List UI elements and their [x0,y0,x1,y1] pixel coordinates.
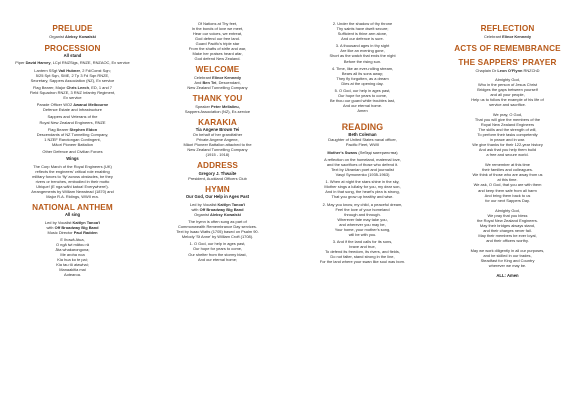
karakia-heading: KARAKIA [198,117,237,127]
prayer-paragraph-4: Almighty God, We pray that you bless the Royal New Zealand Engineers. May their bridges always stand, and their charges never fail. May their members be ever loyal, and their officers worthy. [477,207,538,243]
procession-heading: PROCESSION [44,43,101,53]
prayer-paragraph-3: We remember at this time their families and colleagues. We think of those who are away from us at this time. We ask, O God, that you are with them and keep them safe from all harm And bring them back to us for our next Sappers Day. [472,162,543,203]
prayer-chaplain: Chaplain Dr Leon O'Flynn RNZChD [475,67,540,73]
parade-officer-credit: Parade Officer WO2 Awanui Melbourne Defence Estate and Infrastructure [36,102,109,113]
hymn-verse-3: 3. A thousand ages in thy sight Are like an evening gone, Short as the watch that ends the night Before the rising sun. [329,43,396,64]
hymn-heading: HYMN [205,184,230,194]
lantern-credit: Lantern SSgt Vail Hubner, 2 Fd/Const Sqn; 5/25 Spt Sqn, SME, 2 Tp 3 Fd Sqn RNZE, Secretary, Sappers Association (NZ), Ex service [30,67,115,83]
anthem-lyrics: E Ihowā Atua, O ngā iwi mātou rā Āta whakarongona; Me aroha noa Kia hua ko te pai; Kia tau tō atawhai; Manaakitia mai Aotearoa. [55,236,90,278]
reader-name: Beth Coleman [348,132,377,138]
hymn-credits: Led by Vocalist Kaitlyn Tanoa'i with Off Broadway Big Band Organist Aleksy Kowalski [189,201,246,217]
thanks-credits: Speaker Peter Mellalieu, Sappers Association (NZ), Ex-service [184,103,251,114]
address-speaker: Gregory J. Thwaite [198,170,237,176]
flag-bearer-2-credit: Flag Bearer Stephen Eldon Descendants of NZ Tunnelling Company, 1 NZEF Rarotongan Contingent, Māori Pioneer Battalion [36,126,109,147]
anthem-heading: NATIONAL ANTHEM [32,202,113,212]
reading-heading: READING [341,122,384,133]
thanks-heading: THANK YOU [192,94,243,104]
anthem-instruction: All sing [64,212,81,218]
sappers-group: Sappers and Veterans of the Royal New Zealand Engineers, RNZE [39,114,106,125]
address-heading: ADDRESS [196,161,239,171]
anthem-credits: Led by Vocalist Kaitlyn Tanoa'i with Off Broadway Big Band Music Director Paul Radden [44,219,101,235]
prelude-organist: Organist Aleksy Kowalski [49,33,96,39]
hymn-note: The hymn is often sung as part of Commonwealth Remembrance Day services. Text by Isaac Watts (1705) based on Psalm 90. Melody 'St Anne' by William Croft (1708). [176,219,259,240]
piper-credit: Piper David Harvey, LCpl RNZSigs, RNZE, RNZAOC, Ex service [15,60,130,66]
hymn-verse-5: 5. O God, our help in ages past, Our hope for years to come, Be thou our guard while troubles last, And our eternal home. Amen [329,88,395,114]
procession-instruction: All stand [63,53,82,59]
reflection-heading: REFLECTION [480,24,535,33]
prayer-paragraph-5: May we work diligently in all our purposes, and be skilled in our trades, Steadfast for King and Country wherever we may be. [470,248,545,269]
flag-bearer-credit: Flag Bearer, Major Chris Leech, ED, 1 and 7 Field Squadron RNZE, 3 RNZ Infantry Regiment, Ex service [29,84,116,100]
prayer-paragraph-2: We pray, O God, That you will give the members of the Royal New Zealand Engineers The skills and the strength of will, To perform their tasks competently in peace and in war. We give thanks for their 122-year history And ask that you help them build a free and secure world. [472,111,543,158]
reader-details: Daughter of United States naval officer, Pacific Fleet, WWII [328,137,397,148]
prayer-amen: ALL: Amen [496,273,519,279]
welcome-credits: Celebrant Elinor Kennedy And Ben Tei, Descendant, New Zealand Tunnelling Company [187,74,248,90]
prayer-paragraph-1: Almighty God, Who in the person of Jesus Christ Bridges the gaps between yourself and all your people, Help us to follow the example of his life of service and sacrifice. [471,76,544,107]
address-role: President, Auckland Officers Club [188,175,247,181]
karakia-speaker: Tia Angene Brown Tei [195,127,240,133]
prelude-heading: PRELUDE [52,24,93,33]
program-column-1 [0,0,145,410]
reflection-celebrant: Celebrant Elinor Kennedy [483,33,532,39]
program-column-4 [435,0,580,410]
hymn-verse-1: 1. O God, our help in ages past, Our hope for years to come, Our shelter from the stormy blast, And our eternal home; [188,241,247,262]
welcome-heading: WELCOME [195,65,240,75]
other-forces: Other Defence and Civilian Forces [42,149,103,155]
corps-march-note: The Corp March of the Royal Engineers (UK) reflects the engineers' critical role enabling military forces to 'fly' across obstacles, be they rivers or trenches, embodied in their motto Ubique! (E nga wāhi katoa! Everywhere!). Arrangements by William Newstead (1870) and Major R.A. Ridings, WWII era. [31,163,114,199]
hymn-verse-4: 4. Time, like an ever-rolling stream, Bears all its sons away; They fly forgotten, as a dream Dies at the opening day. [331,65,394,86]
program-column-2 [145,0,290,410]
program-column-3 [290,0,435,410]
reading-intro: A reflection on the homeland, maternal love, and the sacrifices of those who defend it. Text by Ukranian poet and journalist Vasyl Symonenko (1935-1963) [324,156,401,178]
acts-heading: ACTS OF REMEMBRANCE [454,43,561,53]
reading-stanza-3: 3. And if the land calls for its sons, brave and true, To defend its freedom, its rivers, and fields, Do not falter, stand strong in the line, For the land where your swan like soul was born. [319,239,406,265]
karakia-details: On behalf of her grandfather Private Angene Angene, Māori Pioneer Battalion attached to the New Zealand Tunnelling Company (1915 - 1918) [183,132,252,158]
reading-stanza-2: 2. May you know, my child, a peaceful dream, Feel the love of your homeland through and through. Wherever fate may take you, and wherever you may be, Your home, your mother's song, will be with you. [322,201,403,237]
hymn-verse-2: 2. Under the shadow of thy throne Thy saints have dwelt secure; Sufficient is thine arm alone, And our defence is sure. [332,21,393,42]
anthem-verse-continued: Of Nations at Thy feet, In the bonds of love we meet, Hear our voices, we entreat, God defend our free land. Guard Pacific's triple star From the shafts of strife and war, Make her praises heard afar, God defend New Zealand. [188,21,247,62]
hymn-title: Our God, Our Help in Ages Past [185,194,250,200]
reading-title: Mother's Swans (Лебеді материнства) [327,149,398,155]
wings-title: Wings [66,156,79,162]
reading-stanza-1: 1. When at night the stars shine in the sky, Mother sings a lullaby for you, my dear son, And in that song, the heart's plea is strong, That you grow up healthy and wise. [324,179,401,200]
prayer-heading: THE SAPPERS' PRAYER [458,58,557,68]
